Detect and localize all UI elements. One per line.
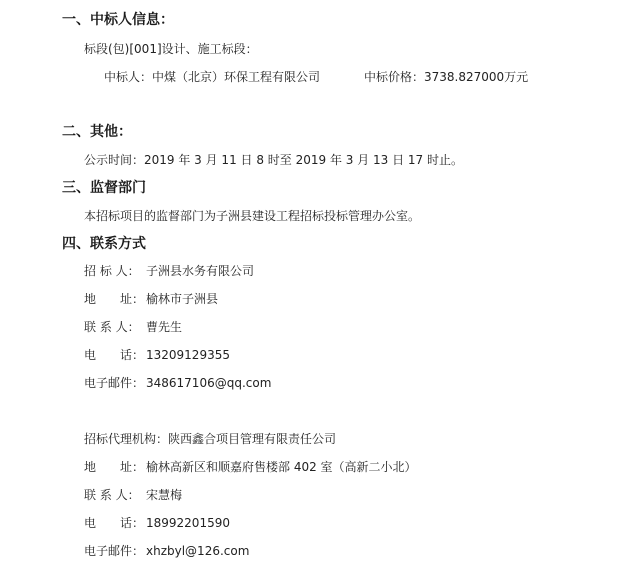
agency-contact: 宋慧梅 (146, 488, 183, 502)
lot-line: 标段(包)[001]设计、施工标段： (84, 42, 258, 56)
notice-period: 公示时间：2019 年 3 月 11 日 8 时至 2019 年 3 月 13 日 17 时止。 (84, 153, 464, 167)
tenderer-phone-label: 电 话： (84, 348, 145, 362)
agency-name-line: 招标代理机构：陕西鑫合项目管理有限责任公司 (84, 432, 337, 446)
tenderer-address: 榆林市子洲县 (146, 292, 219, 306)
tenderer-email-label: 电子邮件： (84, 376, 145, 390)
agency-address-row (84, 458, 417, 475)
agency-phone-label: 电 话： (84, 516, 145, 530)
section-1-heading: 一、中标人信息： (62, 12, 174, 28)
supervision-text: 本招标项目的监督部门为子洲县建设工程招标投标管理办公室。 (84, 209, 421, 223)
agency-address-label: 地 址： (84, 460, 145, 474)
agency-contact-row (84, 486, 182, 503)
tenderer-name-label: 招 标 人： (84, 264, 140, 278)
tenderer-name: 子洲县水务有限公司 (146, 264, 255, 278)
tenderer-phone: 13209129355 (146, 348, 230, 362)
agency-address: 榆林高新区和顺嘉府售楼部 402 室（高新二小北） (146, 460, 417, 474)
winner-line: 中标人：中煤（北京）环保工程有限公司 (104, 70, 321, 84)
agency-phone-row (84, 514, 230, 531)
tenderer-email[interactable]: 348617106@qq.com (146, 376, 272, 390)
tenderer-contact-row (84, 318, 182, 335)
section-3-heading: 三、监督部门 (62, 180, 146, 196)
tenderer-address-row (84, 290, 218, 307)
tenderer-email-row (84, 374, 271, 391)
tenderer-row (84, 262, 254, 279)
agency-email[interactable]: xhzbyl@126.com (146, 544, 250, 558)
agency-contact-label: 联 系 人： (84, 488, 140, 502)
section-4-heading: 四、联系方式 (62, 236, 146, 252)
tenderer-contact-label: 联 系 人： (84, 320, 140, 334)
tenderer-phone-row (84, 346, 230, 363)
agency-phone: 18992201590 (146, 516, 230, 530)
tenderer-contact: 曹先生 (146, 320, 183, 334)
agency-email-label: 电子邮件： (84, 544, 145, 558)
price-line: 中标价格：3738.827000万元 (364, 70, 529, 84)
section-2-heading: 二、其他： (62, 124, 132, 140)
tenderer-address-label: 地 址： (84, 292, 145, 306)
agency-email-row (84, 542, 249, 559)
